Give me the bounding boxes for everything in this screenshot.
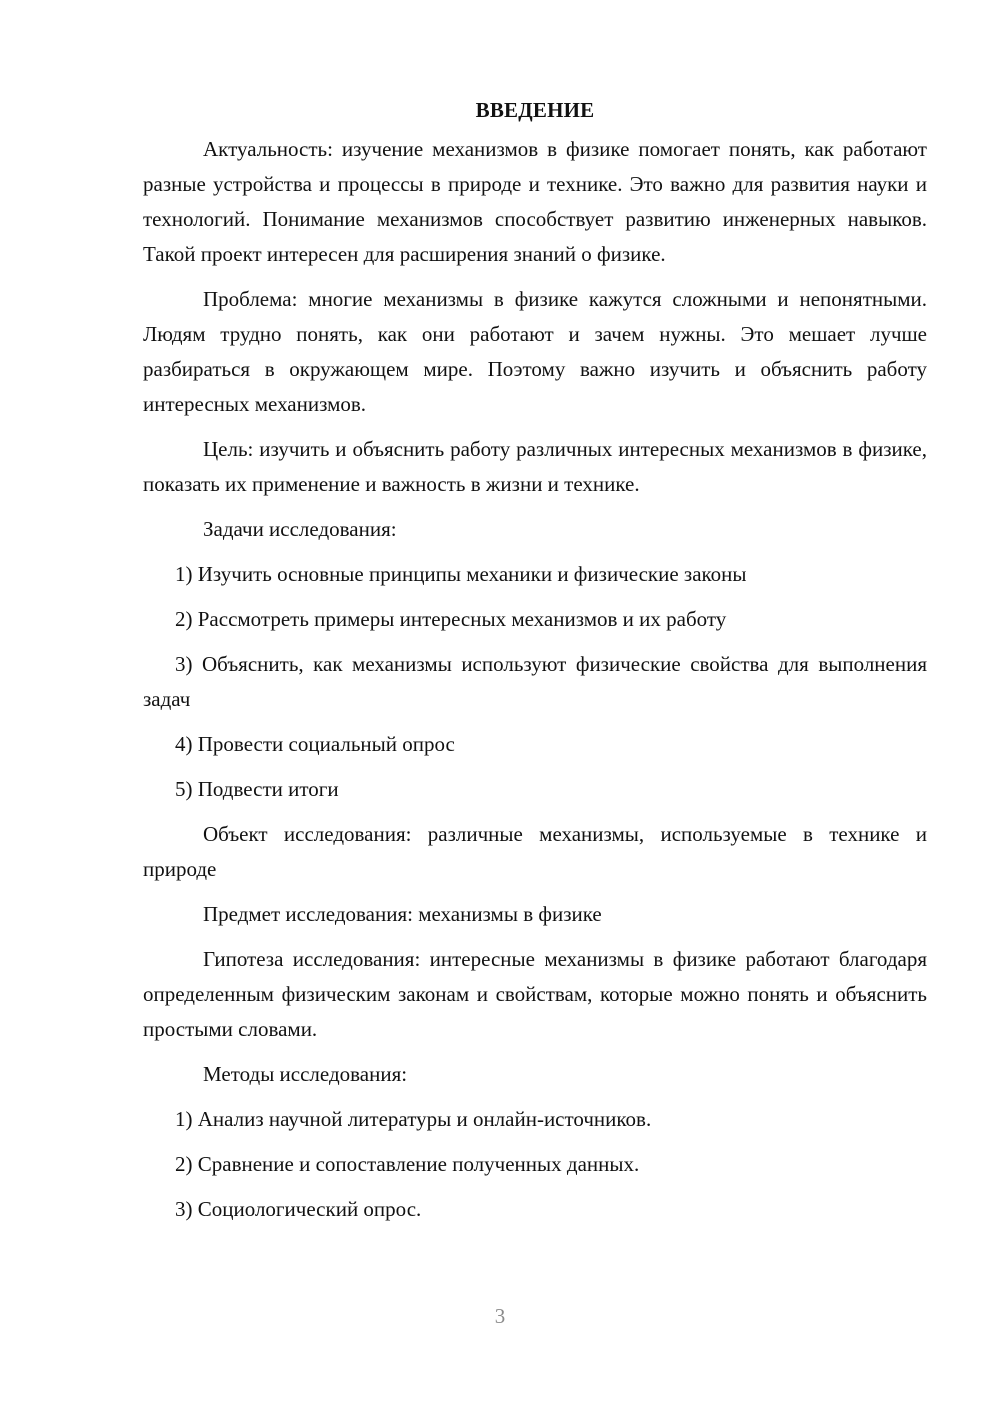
list-item: 1) Анализ научной литературы и онлайн-источников. [175,1107,652,1131]
page-number: 3 [494,1304,506,1328]
subject-paragraph: Предмет исследования: механизмы в физике [203,902,602,926]
list-item: 5) Подвести итоги [175,777,339,801]
methods-list [143,1102,927,1227]
problem-paragraph: Проблема: многие механизмы в физике кажутся сложными и непонятными. Людям трудно понять, как они работают и зачем нужны. Это мешает лучше разбираться в окружающем мире. Поэтому важно изучить и объяснить работу интересных механизмов. [143,287,927,416]
goal-paragraph: Цель: изучить и объяснить работу различных интересных механизмов в физике, показать их применение и важность в жизни и технике. [143,437,927,496]
list-item: 2) Рассмотреть примеры интересных механизмов и их работу [175,607,727,631]
object-paragraph: Объект исследования: различные механизмы, используемые в технике и природе [143,822,927,881]
list-item: 3) Социологический опрос. [175,1197,422,1221]
document-page [143,94,927,1237]
page-title: ВВЕДЕНИЕ [475,98,595,122]
relevance-paragraph: Актуальность: изучение механизмов в физике помогает понять, как работают разные устройства и процессы в природе и технике. Это важно для развития науки и технологий. Понимание механизмов способствует развитию инженерных навыков. Такой проект интересен для расширения знаний о физике. [143,137,927,266]
list-item: 4) Провести социальный опрос [175,732,455,756]
tasks-list [143,557,927,807]
tasks-heading: Задачи исследования: [203,517,397,541]
methods-heading: Методы исследования: [203,1062,408,1086]
list-item: 2) Сравнение и сопоставление полученных данных. [175,1152,640,1176]
list-item: 1) Изучить основные принципы механики и физические законы [175,562,747,586]
hypothesis-paragraph: Гипотеза исследования: интересные механизмы в физике работают благодаря определенным физическим законам и свойствам, которые можно понять и объяснить простыми словами. [143,947,927,1041]
list-item: 3) Объяснить, как механизмы используют физические свойства для выполнения задач [143,652,927,711]
